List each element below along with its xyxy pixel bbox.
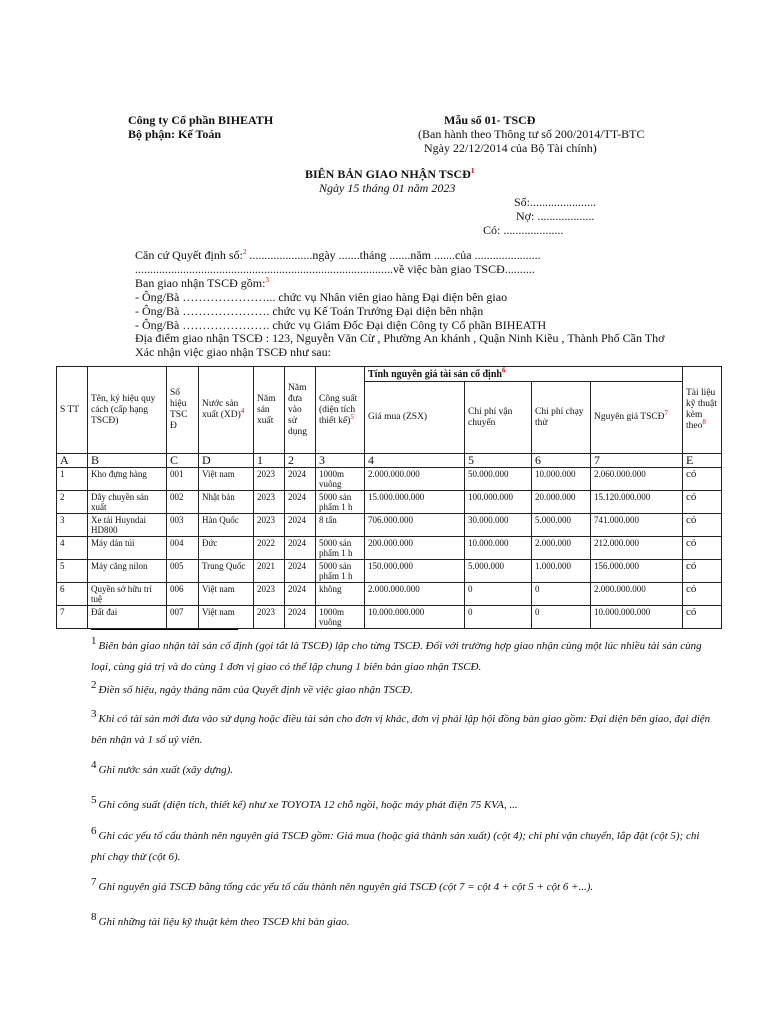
- cell-original-cost: 10.000.000.000: [591, 606, 683, 629]
- form-number: Mẫu số 01- TSCĐ: [444, 113, 536, 127]
- footnote-3: [91, 709, 711, 751]
- cell-trial: 0: [532, 606, 591, 629]
- footnote-text: Khi có tài sản mới đưa vào sử dụng hoặc điều tài sản cho đơn vị khác, đơn vị phải lập hội đồng bàn giao gồm: Đại diện bên giao, đại diện bên nhận và 1 số uỷ viên.: [91, 713, 711, 746]
- table-row: [57, 491, 722, 514]
- cell-stt: 4: [57, 537, 88, 560]
- footnote-ref-4: 4: [240, 406, 245, 415]
- table-row: [57, 560, 722, 583]
- table-index-row: [57, 454, 722, 468]
- cell-original-cost: 2.060.000.000: [591, 468, 683, 491]
- index-cell: 1: [254, 454, 285, 468]
- footnote-2: [91, 680, 711, 701]
- cell-name: Máy căng nilon: [88, 560, 167, 583]
- cell-price: 2.000.000.000: [365, 468, 465, 491]
- cell-transport: 30.000.000: [465, 514, 532, 537]
- document-date: Ngày 15 tháng 01 năm 2023: [319, 181, 456, 195]
- cell-price: 706.000.000: [365, 514, 465, 537]
- cell-year-use: 2024: [285, 606, 316, 629]
- committee-line: [135, 276, 695, 291]
- header-year-made: Năm sản xuất: [254, 367, 285, 454]
- cell-year-use: 2024: [285, 560, 316, 583]
- cell-trial: 5.000.000: [532, 514, 591, 537]
- index-cell: D: [199, 454, 254, 468]
- header-code: Số hiệu TSC Đ: [167, 367, 199, 454]
- cell-original-cost: 156.000.000: [591, 560, 683, 583]
- table-row: [57, 514, 722, 537]
- cell-name: Máy dán túi: [88, 537, 167, 560]
- footnote-ref-6: 6: [501, 366, 506, 375]
- footnote-ref-3: 3: [265, 276, 269, 284]
- table-header-row-1: [57, 367, 722, 382]
- index-cell: 3: [316, 454, 365, 468]
- cell-docs: có: [683, 491, 722, 514]
- ref-co: Có: ....................: [483, 223, 564, 237]
- index-cell: 7: [591, 454, 683, 468]
- footnote-number: 4: [91, 759, 97, 772]
- index-cell: 4: [365, 454, 465, 468]
- cell-trial: 10.000.000: [532, 468, 591, 491]
- index-cell: E: [683, 454, 722, 468]
- footnote-ref-8: 8: [702, 417, 706, 426]
- cell-docs: có: [683, 537, 722, 560]
- footnote-ref-2: 2: [242, 248, 247, 256]
- issued-by: (Ban hành theo Thông tư số 200/2014/TT-BTC: [418, 127, 645, 141]
- header-country: [199, 367, 254, 454]
- cell-capacity: 5000 sản phẩm 1 h: [316, 491, 365, 514]
- document-title-text: BIÊN BẢN GIAO NHẬN TSCĐ: [305, 167, 471, 181]
- footnote-number: 1: [91, 635, 97, 648]
- cell-trial: 1.000.000: [532, 560, 591, 583]
- table-row: [57, 606, 722, 629]
- footnote-number: 2: [91, 679, 97, 692]
- confirmation-line: Xác nhận việc giao nhận TSCĐ như sau:: [135, 345, 331, 359]
- cell-capacity: 5000 sản phẩm 1 h: [316, 560, 365, 583]
- cell-price: 15.000.000.000: [365, 491, 465, 514]
- cell-stt: 2: [57, 491, 88, 514]
- asset-table: [56, 366, 722, 629]
- cell-name: Quyền sở hữu trí tuệ: [88, 583, 167, 606]
- footnote-ref-5: 5: [350, 412, 354, 421]
- header-transport: Chi phí vận chuyển: [465, 382, 532, 454]
- footnote-number: 3: [91, 708, 97, 721]
- committee-label: Ban giao nhận TSCĐ gồm:: [135, 276, 266, 290]
- cell-year-made: 2021: [254, 560, 285, 583]
- cell-transport: 100.000.000: [465, 491, 532, 514]
- index-cell: 2: [285, 454, 316, 468]
- cell-code: 003: [167, 514, 199, 537]
- cell-year-use: 2024: [285, 468, 316, 491]
- cell-trial: 20.000.000: [532, 491, 591, 514]
- cell-transport: 50.000.000: [465, 468, 532, 491]
- cell-code: 002: [167, 491, 199, 514]
- cell-country: Việt nam: [199, 606, 254, 629]
- company-name: Công ty Cổ phần BIHEATH: [128, 113, 274, 127]
- decision-line: [135, 248, 695, 263]
- header-group: [365, 367, 683, 382]
- cell-code: 007: [167, 606, 199, 629]
- handover-purpose-line: ......................................................................................về việc bàn giao TSCĐ..........: [135, 262, 535, 276]
- cell-stt: 6: [57, 583, 88, 606]
- cell-docs: có: [683, 560, 722, 583]
- footnote-number: 7: [91, 876, 97, 889]
- cell-original-cost: 15.120.000.000: [591, 491, 683, 514]
- table-row: [57, 468, 722, 491]
- cell-year-made: 2023: [254, 468, 285, 491]
- cell-stt: 1: [57, 468, 88, 491]
- cell-year-made: 2023: [254, 514, 285, 537]
- footnote-text: Ghi nguyên giá TSCĐ bằng tổng các yếu tố cấu thành nên nguyên giá TSCĐ (cột 7 = cột 4 + cột 5 + cột 6 +...).: [98, 881, 594, 893]
- cell-capacity: 1000m vuông: [316, 468, 365, 491]
- cell-name: Xe tải Huyndai HD800: [88, 514, 167, 537]
- footnote-text: Biên bản giao nhận tài sản cố định (gọi tắt là TSCĐ) lập cho từng TSCĐ. Đối với trường hợp giao nhận cùng một lúc nhiều tài sản cùng loại, cùng giá trị và do cùng 1 đơn vị giao có thể lập chung 1 biên bản giao nhận TSCĐ.: [91, 640, 702, 673]
- cell-year-made: 2023: [254, 606, 285, 629]
- header-country-text: Nước sản xuất (XD): [202, 399, 241, 420]
- cell-capacity: không: [316, 583, 365, 606]
- footnote-8: [91, 912, 711, 933]
- header-docs-text: Tài liệu kỹ thuật kèm theo: [686, 388, 717, 431]
- footnote-text: Ghi các yếu tố cấu thành nên nguyên giá TSCĐ gồm: Giá mua (hoặc giá thành sản xuất) (cột 4); chi phí vận chuyển, lắp đặt (cột 5); chi phí chạy thử (cột 6).: [91, 830, 700, 863]
- cell-country: Trung Quốc: [199, 560, 254, 583]
- cell-docs: có: [683, 514, 722, 537]
- cell-code: 001: [167, 468, 199, 491]
- cell-year-use: 2024: [285, 491, 316, 514]
- footnote-5: [91, 795, 711, 816]
- cell-price: 200.000.000: [365, 537, 465, 560]
- cell-year-use: 2024: [285, 514, 316, 537]
- header-price: Giá mua (ZSX): [365, 382, 465, 454]
- index-cell: 6: [532, 454, 591, 468]
- cell-original-cost: 741.000.000: [591, 514, 683, 537]
- cell-year-use: 2024: [285, 537, 316, 560]
- location-line: Địa điểm giao nhận TSCĐ : 123, Nguyễn Văn Cừ , Phường An khánh , Quận Ninh Kiều , Thành Phố Cần Thơ: [135, 331, 665, 345]
- footnote-4: [91, 760, 711, 781]
- cell-year-made: 2022: [254, 537, 285, 560]
- index-cell: A: [57, 454, 88, 468]
- header-trial: Chi phí chạy thử: [532, 382, 591, 454]
- document-title: [305, 167, 474, 182]
- cell-docs: có: [683, 606, 722, 629]
- table-row: [57, 537, 722, 560]
- issued-date: Ngày 22/12/2014 của Bộ Tài chính): [424, 141, 597, 155]
- cell-capacity: 8 tấn: [316, 514, 365, 537]
- footnote-number: 6: [91, 825, 97, 838]
- header-capacity-text: Công suất (diện tích thiết kế): [319, 393, 358, 426]
- header-name: Tên, ký hiệu quy cách (cấp hạng TSCĐ): [88, 367, 167, 454]
- index-cell: C: [167, 454, 199, 468]
- cell-country: Hàn Quốc: [199, 514, 254, 537]
- ref-so: Số:......................: [514, 195, 597, 209]
- cell-name: Kho đựng hàng: [88, 468, 167, 491]
- header-docs: [683, 367, 722, 454]
- footnote-text: Ghi nước sản xuất (xây dựng).: [98, 764, 234, 776]
- cell-transport: 5.000.000: [465, 560, 532, 583]
- footnote-separator: [91, 629, 238, 630]
- cell-transport: 0: [465, 606, 532, 629]
- footnote-1: [91, 636, 711, 678]
- header-capacity: [316, 367, 365, 454]
- cell-trial: 2.000.000: [532, 537, 591, 560]
- cell-price: 150.000.000: [365, 560, 465, 583]
- cell-country: Nhật bản: [199, 491, 254, 514]
- cell-stt: 5: [57, 560, 88, 583]
- cell-capacity: 5000 sản phẩm 1 h: [316, 537, 365, 560]
- cell-docs: có: [683, 583, 722, 606]
- cell-capacity: 1000m vuông: [316, 606, 365, 629]
- cell-country: Đức: [199, 537, 254, 560]
- cell-name: Dây chuyền sản xuất: [88, 491, 167, 514]
- cell-docs: có: [683, 468, 722, 491]
- cell-country: Việt nam: [199, 583, 254, 606]
- header-year-use: Năm đưa vào sử dụng: [285, 367, 316, 454]
- header-original-cost: [591, 382, 683, 454]
- decision-label: Căn cứ Quyết định số:: [135, 248, 243, 262]
- footnote-6: [91, 826, 711, 868]
- cell-price: 2.000.000.000: [365, 583, 465, 606]
- footnote-text: Ghi những tài liệu kỹ thuật kèm theo TSCĐ khi bàn giao.: [98, 916, 350, 928]
- cell-code: 004: [167, 537, 199, 560]
- header-stt: S TT: [57, 367, 88, 454]
- department-name: Bộ phận: Kế Toán: [128, 127, 222, 141]
- cell-name: Đất đai: [88, 606, 167, 629]
- cell-year-use: 2024: [285, 583, 316, 606]
- member-line-1: - Ông/Bà …………………... chức vụ Nhân viên giao hàng Đại diện bên giao: [135, 290, 508, 304]
- cell-trial: 0: [532, 583, 591, 606]
- member-line-3: - Ông/Bà …………………. chức vụ Giám Đốc Đại diện Công ty Cổ phần BIHEATH: [135, 318, 547, 332]
- header-original-cost-text: Nguyên giá TSCĐ: [594, 412, 665, 422]
- cell-transport: 10.000.000: [465, 537, 532, 560]
- header-group-text: Tính nguyên giá tài sản cố định: [368, 368, 502, 380]
- cell-original-cost: 212.000.000: [591, 537, 683, 560]
- cell-year-made: 2023: [254, 491, 285, 514]
- footnote-ref-7: 7: [664, 408, 669, 417]
- cell-code: 006: [167, 583, 199, 606]
- footnote-number: 8: [91, 911, 97, 924]
- index-cell: 5: [465, 454, 532, 468]
- footnote-number: 5: [91, 794, 97, 807]
- cell-stt: 3: [57, 514, 88, 537]
- cell-original-cost: 2.000.000.000: [591, 583, 683, 606]
- footnote-ref-1: 1: [470, 167, 475, 175]
- cell-stt: 7: [57, 606, 88, 629]
- cell-transport: 0: [465, 583, 532, 606]
- cell-price: 10.000.000.000: [365, 606, 465, 629]
- ref-no: Nợ: ...................: [516, 209, 595, 223]
- member-line-2: - Ông/Bà …………………. chức vụ Kế Toán Trưởng Đại diện bên nhận: [135, 304, 484, 318]
- decision-fill: .....................ngày .......tháng .......năm .......của ......................: [246, 248, 541, 262]
- cell-country: Việt nam: [199, 468, 254, 491]
- footnote-text: Điền số hiệu, ngày tháng năm của Quyết định về việc giao nhận TSCĐ.: [98, 684, 413, 696]
- footnote-7: [91, 877, 711, 898]
- cell-code: 005: [167, 560, 199, 583]
- footnote-text: Ghi công suất (diện tích, thiết kế) như xe TOYOTA 12 chỗ ngồi, hoặc máy phát điện 75 KVA, ...: [98, 799, 518, 811]
- index-cell: B: [88, 454, 167, 468]
- table-row: [57, 583, 722, 606]
- cell-year-made: 2023: [254, 583, 285, 606]
